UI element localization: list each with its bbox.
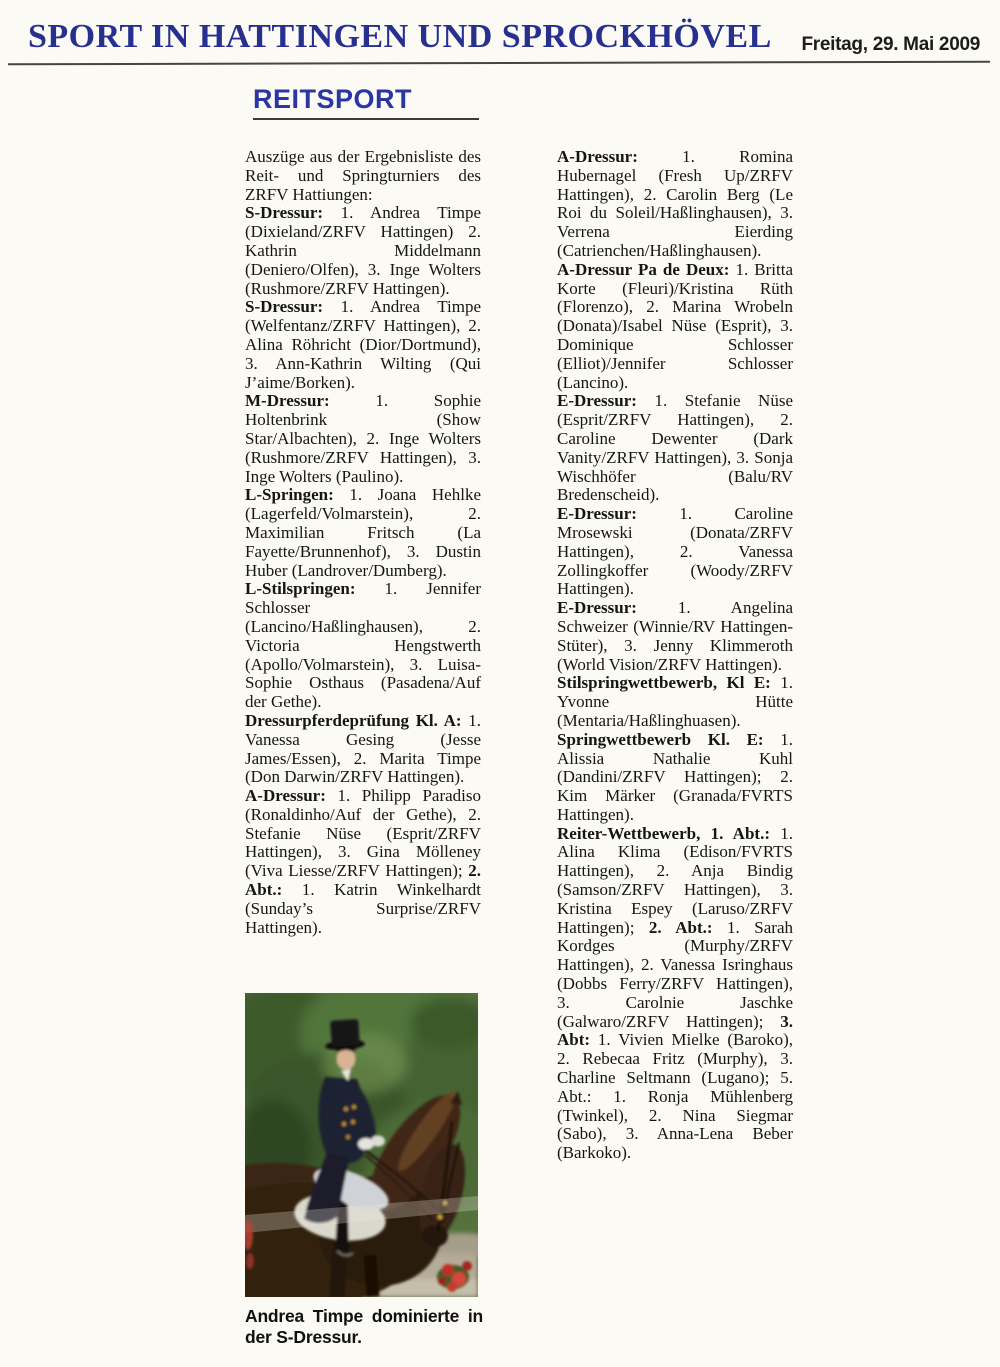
result-paragraph: E-Dressur: 1. Caroline Mrosewski (Donata/ZRFV Hattingen), 2. Vanessa Zollingkoffer (Woody/ZRFV Hattingen). <box>557 504 793 599</box>
result-paragraph: Dressurpferdeprüfung Kl. A: 1. Vanessa Gesing (Jesse James/Essen), 2. Marita Timpe (Don Darwin/ZRFV Hattingen). <box>245 710 481 787</box>
result-paragraph: M-Dressur: 1. Sophie Holtenbrink (Show Star/Albachten), 2. Inge Wolters (Rushmore/ZRFV Hattingen), 3. Inge Wolters (Paulino). <box>245 391 481 486</box>
result-paragraph: Stilspringwettbewerb, Kl E: 1. Yvonne Hütte (Mentaria/Haßlinghuasen). <box>557 673 793 730</box>
result-paragraph: S-Dressur: 1. Andrea Timpe (Dixieland/ZRFV Hattingen) 2. Kathrin Middelmann (Deniero/Olfen), 3. Inge Wolters (Rushmore/ZRFV Hattingen). <box>245 203 481 298</box>
result-paragraph: E-Dressur: 1. Angelina Schweizer (Winnie/RV Hattingen-Stüter), 3. Jenny Klimmeroth (World Vision/ZRFV Hattingen). <box>557 598 793 674</box>
result-paragraph: Reiter-Wettbewerb, 1. Abt.: 1. Alina Klima (Edison/FVRTS Hattingen), 2. Anja Bindig (Samson/ZRFV Hattingen), 3. Kristina Espey (Laruso/ZRFV Hattingen); 2. Abt.: 1. Sarah Kordges (Murphy/ZRFV Hattingen), 2. Vanessa Isringhaus (Dobbs Ferry/ZRFV Hattingen), 3. Carolnie Jaschke (Galwaro/ZRFV Hattingen); 3. Abt: 1. Vivien Mielke (Baroko), 2. Rebecaa Fritz (Murphy), 3. Charline Seltmann (Lugano); 5. Abt.: 1. Ronja Mühlenberg (Twinkel), 2. Nina Siegmar (Sabo), 3. Anna-Lena Beber (Barkoko). <box>557 823 793 1163</box>
result-paragraph: Springwettbewerb Kl. E: 1. Alissia Nathalie Kuhl (Dandini/ZRFV Hattingen); 2. Kim Märker (Granada/FVRTS Hattingen). <box>557 729 794 824</box>
dressage-photo <box>245 993 478 1297</box>
section-heading: REITSPORT <box>253 84 413 114</box>
masthead-rule <box>8 61 990 66</box>
section-underline <box>253 118 479 120</box>
result-paragraph: S-Dressur: 1. Andrea Timpe (Welfentanz/ZRFV Hattingen), 2. Alina Röhricht (Dior/Dortmund), 3. Ann-Kathrin Wilting (Qui J’aime/Borken). <box>245 297 481 392</box>
result-paragraph: A-Dressur Pa de Deux: 1. Britta Korte (Fleuri)/Kristina Rüth (Florenzo), 2. Marina Wrobeln (Donata)/Isabel Nüse (Esprit), 3. Dominique Schlosser (Elliot)/Jennifer Schlosser (Lancino). <box>557 259 793 392</box>
page-title: SPORT IN HATTINGEN UND SPROCKHÖVEL <box>28 18 772 55</box>
result-paragraph: A-Dressur: 1. Philipp Paradiso (Ronaldinho/Auf der Gethe), 2. Stefanie Nüse (Esprit/ZRFV Hattingen), 3. Gina Mölleney (Viva Liesse/ZRFV Hattingen); 2. Abt.: 1. Katrin Winkelhardt (Sunday’s Surprise/ZRFV Hattingen). <box>245 786 481 937</box>
result-paragraph: Auszüge aus der Ergebnisliste des Reit- und Springturniers des ZRFV Hattiungen: <box>245 147 481 204</box>
result-paragraph: E-Dressur: 1. Stefanie Nüse (Esprit/ZRFV Hattingen), 2. Caroline Dewenter (Dark Vanity/ZRFV Hattingen), 3. Sonja Wischhöfer (Balu/RV Bredenscheid). <box>557 391 793 505</box>
issue-date: Freitag, 29. Mai 2009 <box>801 34 980 55</box>
photo-caption: Andrea Timpe dominierte in der S-Dressur. <box>245 1306 483 1347</box>
result-paragraph: L-Springen: 1. Joana Hehlke (Lagerfeld/Volmarstein), 2. Maximilian Fritsch (La Fayette/Brunnenhof), 3. Dustin Huber (Landrover/Dumberg). <box>245 485 481 580</box>
result-paragraph: A-Dressur: 1. Romina Hubernagel (Fresh Up/ZRFV Hattingen), 2. Carolin Berg (Le Roi du Soleil/Haßlinghausen), 3. Verrena Eierding (Catrienchen/Haßlinghausen). <box>557 147 793 260</box>
result-paragraph: L-Stilspringen: 1. Jennifer Schlosser (Lancino/Haßlinghausen), 2. Victoria Hengstwerth (Apollo/Volmarstein), 3. Luisa-Sophie Osthaus (Pasadena/Auf der Gethe). <box>245 579 481 712</box>
results-column-left <box>245 148 481 937</box>
results-column-right <box>557 148 793 1163</box>
